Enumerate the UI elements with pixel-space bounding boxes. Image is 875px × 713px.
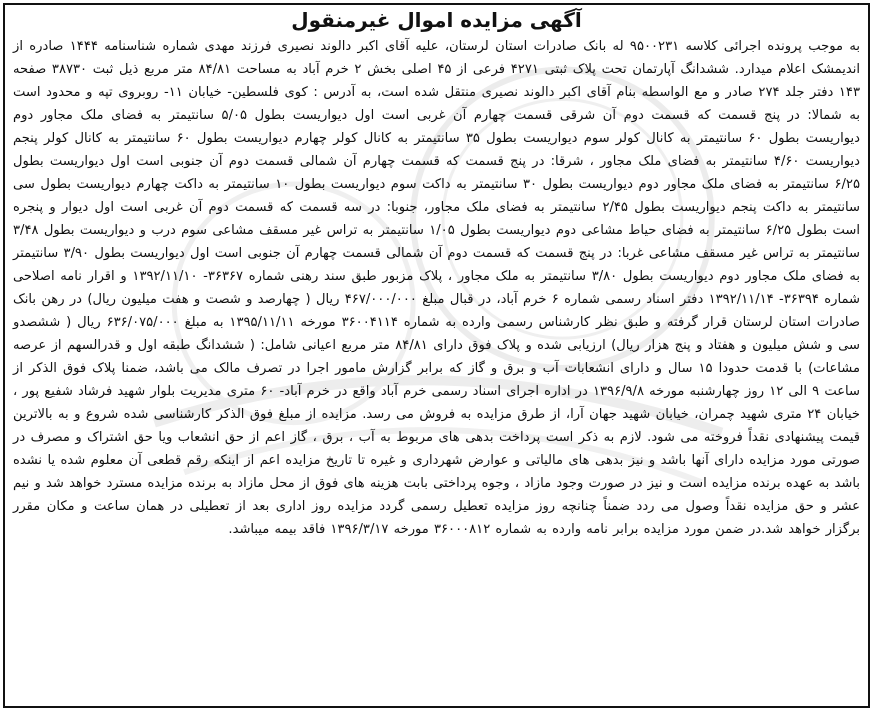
auction-notice bbox=[3, 3, 870, 708]
notice-body: به موجب پرونده اجرائی کلاسه ۹۵۰۰۲۳۱ له بانک صادرات استان لرستان، علیه آقای اکبر دالوند نصیری فرزند مهدی شماره شناسنامه ۱۴۴۴ صادره از اندیمشک اعلام میدارد. ششدانگ آپارتمان تحت پلاک ثبتی ۴۲۷۱ فرعی از ۴۵ اصلی بخش ۲ خرم آباد به مساحت ۸۴/۸۱ متر مربع ذیل ثبت ۳۸۷۳۰ صفحه ۱۴۳ دفتر جلد ۲۷۴ صادر و مع الواسطه بنام آقای اکبر دالوند نصیری منتقل شده است، به آدرس : کوی فلسطین- خیابان ۱۱- روبروی تپه و محدود است به شمالا: در پنج قسمت که قسمت دوم آن شرقی قسمت چهارم آن غربی است اول دیواریست بطول ۵/۰۵ سانتیمتر به فضای ملک مجاور دوم دیواریست بطول ۶۰ سانتیمتر به کانال کولر سوم دیواریست بطول ۳۵ سانتیمتر به کانال کولر چهارم دیواریست بطول ۶۰ سانتیمتر به کانال کولر پنجم دیواریست ۴/۶۰ سانتیمتر به فضای ملک مجاور ، شرقا: در پنج قسمت که قسمت چهارم آن شمالی قسمت دوم آن جنوبی است اول دیواریست بطول ۶/۲۵ سانتیمتر به فضای ملک مجاور دوم دیواریست بطول ۳۰ سانتیمتر به داکت سوم دیواریست بطول ۱۰ سانتیمتر به داکت چهارم دیواریست بطول سی سانتیمتر به داکت پنجم دیواریست بطول ۲/۴۵ سانتیمتر به فضای ملک مجاور، جنوبا: در سه قسمت که قسمت دوم آن غربی است اول دیوار و پنجره است بطول ۶/۲۵ سانتیمتر به فضای حیاط مشاعی دوم دیواریست بطول ۱/۰۵ سانتیمتر به تراس غیر مسقف مشاعی سوم درب و دیواریست بطول ۳/۴۸ سانتیمتر به تراس غیر مسقف مشاعی غربا: در پنج قسمت که قسمت دوم آن شمالی قسمت چهارم آن جنوبی است اول دیواریست بطول ۳/۹۰ سانتیمتر به فضای ملک مجاور دوم دیواریست بطول ۳/۸۰ سانتیمتر به ملک مجاور ، پلاک مزبور طبق سند رهنی شماره ۳۶۳۶۷- ۱۳۹۲/۱۱/۱۰ و اقرار نامه اصلاحی شماره ۳۶۳۹۴- ۱۳۹۲/۱۱/۱۴ دفتر اسناد رسمی شماره ۶ خرم آباد، در قبال مبلغ ۴۶۷/۰۰۰/۰۰۰ ریال ( چهارصد و شصت و هفت میلیون ریال) در رهن بانک صادرات استان لرستان قرار گرفته و طبق نظر کارشناس رسمی وارده به شماره ۳۶۰۰۴۱۱۴ مورخه ۱۳۹۵/۱۱/۱۱ به مبلغ ۶۳۶/۰۷۵/۰۰۰ ریال ( ششصدو سی و شش میلیون و هفتاد و پنج هزار ریال) ارزیابی شده و پلاک فوق دارای ۸۴/۸۱ متر مربع اعیانی شامل: ( ششدانگ طبقه اول و قدرالسهم از عرصه مشاعات) با قدمت حدودا ۱۵ سال و دارای انشعابات آب و برق و گاز که برابر گزارش مامور اجرا در تصرف مالک می باشد، ضمنا پلاک فوق الذکر از ساعت ۹ الی ۱۲ روز چهارشنبه مورخه ۱۳۹۶/۹/۸ در اداره اجرای اسناد رسمی خرم آباد واقع در خرم آباد- ۶۰ متری مدیریت بلوار شهید فرشاد شفیع پور ، خیابان ۲۴ متری شهید چمران، خیابان شهید جهان آرا، از طرق مزایده به فروش می رسد. مزایده از مبلغ فوق الذکر کارشناسی شده شروع و به بالاترین قیمت پیشنهادی نقداً فروخته می شود. لازم به ذکر است پرداخت بدهی های مربوط به آب ، برق ، گاز اعم از حق انشعاب ویا حق اشتراک و مصرف در صورتی مورد مزایده دارای آنها باشد و نیز بدهی های مالیاتی و عوارض شهرداری و غیره تا تاریخ مزایده اعم از اینکه رقم قطعی آن معلوم شده یا نشده باشد به عهده برنده مزایده است و نیز در صورت وجود مازاد ، وجوه پرداختی بابت هزینه های فوق از محل مازاد به برنده مزایده مسترد خواهد شد و نیم عشر و حق مزایده نقداً وصول می ردد ضمناً چنانچه روز مزایده تعطیل رسمی گردد مزایده روز اداری بعد از تعطیلی در همان ساعت و مکان مقرر برگزار خواهد شد.در ضمن مورد مزایده برابر نامه وارده به شماره ۳۶۰۰۰۸۱۲ مورخه ۱۳۹۶/۳/۱۷ فاقد بیمه میباشد. bbox=[13, 39, 861, 537]
notice-title: آگهی مزایده اموال غیرمنقول bbox=[291, 8, 582, 32]
